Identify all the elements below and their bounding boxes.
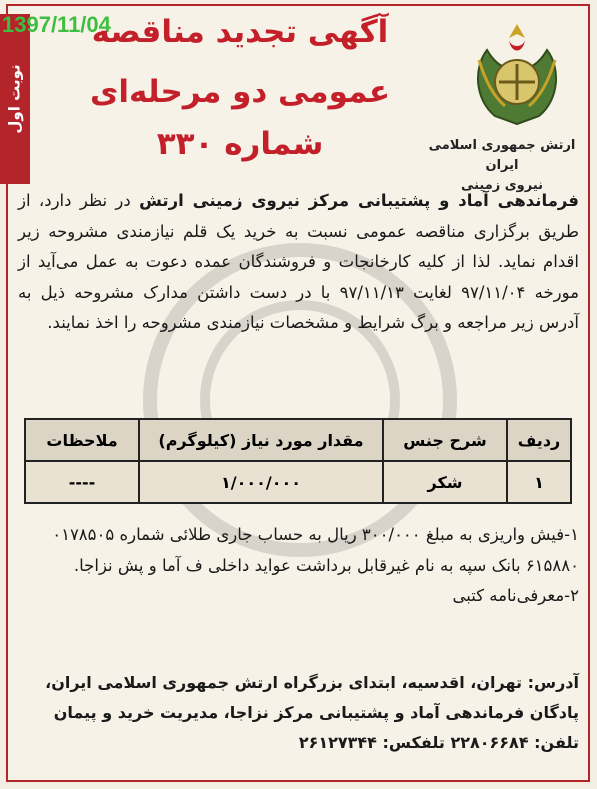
ribbon-label: نوبت اول — [6, 64, 25, 134]
title-line-2: عمومی دو مرحله‌ای — [89, 74, 391, 110]
header-row-no: ردیف — [507, 419, 571, 461]
army-emblem-icon — [465, 20, 569, 130]
items-table — [24, 418, 572, 504]
cell-item: شکر — [383, 461, 507, 503]
cell-row-no: ۱ — [507, 461, 571, 503]
requirements-notes — [18, 520, 579, 612]
header-remarks: ملاحظات — [25, 419, 139, 461]
publication-ribbon — [0, 14, 30, 184]
title-line-1: آگهی تجدید مناقصه — [91, 14, 389, 50]
table-row — [25, 461, 571, 503]
table-header-row — [25, 419, 571, 461]
header-quantity: مقدار مورد نیاز (کیلوگرم) — [139, 419, 383, 461]
address-text: آدرس: تهران، اقدسیه، ابتدای بزرگراه ارتش جمهوری اسلامی ایران، پادگان فرماندهی آماد و پشتیبانی مرکز نزاجا، مدیریت خرید و پیمان — [45, 673, 579, 722]
phone-text: تلفن: ۲۲۸۰۶۶۸۴ تلفکس: ۲۶۱۲۷۳۴۴ — [298, 733, 579, 752]
note-2: ۲-معرفی‌نامه کتبی — [452, 586, 579, 605]
organization-line-1: ارتش جمهوری اسلامی ایران — [428, 138, 576, 173]
body-text: در نظر دارد، از طریق برگزاری مناقصه عمومی نسبت به خرید یک قلم نیازمندی مشروحه زیر اقدام نماید. لذا از کلیه کارخانجات و فروشندگان عمده دعوت به عمل می‌آید از مورخه ۹۷/۱۱/۰۴ لغایت ۹۷/۱۱/۱۳ با در دست داشتن مدارک مشروحه ذیل به آدرس زیر مراجعه و برگ شرایط و مشخصات نیازمندی مشروحه را اخذ نمایند. — [18, 191, 579, 332]
date-stamp: 1397/11/04 — [2, 12, 111, 37]
contact-footer — [18, 668, 579, 758]
cell-quantity: ۱/۰۰۰/۰۰۰ — [139, 461, 383, 503]
header-item: شرح جنس — [383, 419, 507, 461]
title-line-3: شماره ۳۳۰ — [156, 126, 324, 162]
note-1: ۱-فیش واریزی به مبلغ ۳۰۰/۰۰۰ ریال به حساب جاری طلائی شماره ۰۱۷۸۵۰۵ ۶۱۵۸۸۰ بانک سپه به نام غیرقابل برداشت عواید داخلی ف آما و پش نزاجا. — [52, 525, 579, 575]
body-lead: فرماندهی آماد و پشتیبانی مرکز نیروی زمینی ارتش — [139, 191, 579, 210]
organization-line-2: نیروی زمینی — [460, 178, 544, 193]
cell-remarks: ---- — [25, 461, 139, 503]
announcement-body — [18, 186, 579, 339]
